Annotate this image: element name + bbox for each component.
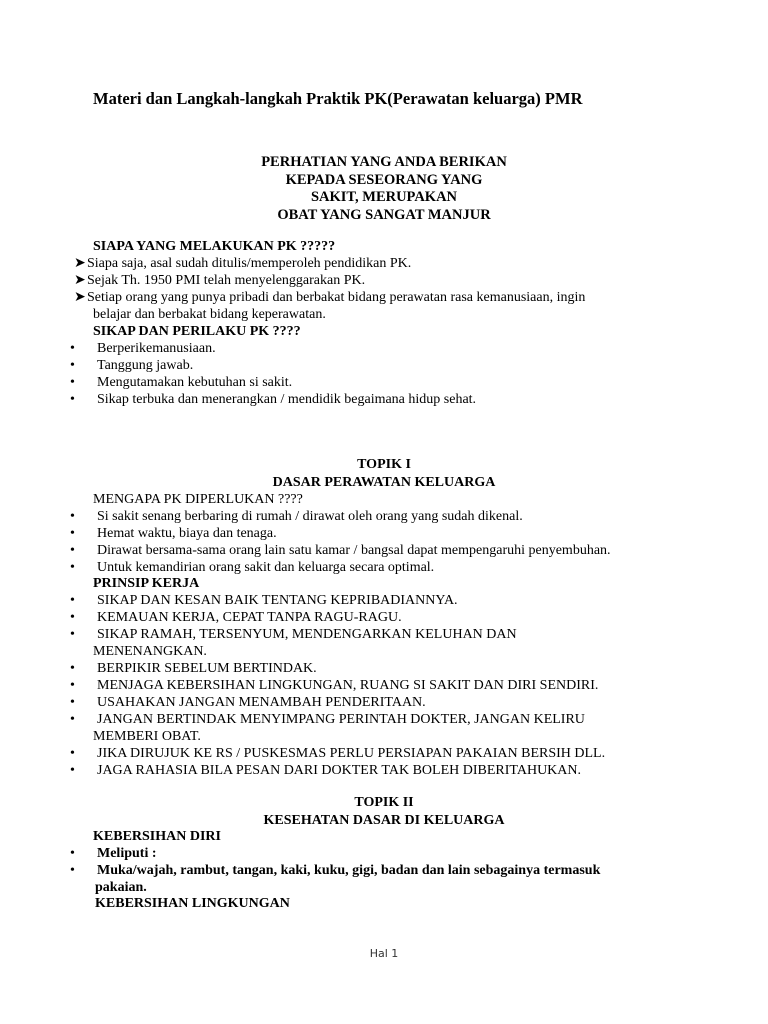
- section-heading-environment-hygiene: KEBERSIHAN LINGKUNGAN: [95, 896, 290, 911]
- topic1-header: [0, 456, 768, 491]
- list-item-continuation: MENENANGKAN.: [93, 644, 207, 659]
- bullet-icon: •: [70, 543, 75, 558]
- list-item-continuation: pakaian.: [95, 880, 147, 895]
- bullet-icon: •: [70, 509, 75, 524]
- quote-block: [0, 154, 768, 224]
- bullet-icon: •: [70, 526, 75, 541]
- bullet-icon: •: [70, 846, 75, 861]
- list-item: Siapa saja, asal sudah ditulis/memperoleh pendidikan PK.: [87, 256, 412, 271]
- list-item: JAGA RAHASIA BILA PESAN DARI DOKTER TAK BOLEH DIBERITAHUKAN.: [97, 763, 582, 778]
- list-item-continuation: belajar dan berbakat bidang keperawatan.: [93, 307, 326, 322]
- list-item: Sikap terbuka dan menerangkan / mendidik begaimana hidup sehat.: [97, 392, 477, 407]
- list-item: Tanggung jawab.: [97, 358, 194, 373]
- list-item: Muka/wajah, rambut, tangan, kaki, kuku, gigi, badan dan lain sebagainya termasuk: [97, 863, 601, 878]
- list-item: Sejak Th. 1950 PMI telah menyelenggarakan PK.: [87, 273, 366, 288]
- list-item: Dirawat bersama-sama orang lain satu kamar / bangsal dapat mempengaruhi penyembuhan.: [97, 543, 611, 558]
- arrow-bullet-icon: ➤: [74, 273, 86, 288]
- list-item: Berperikemanusiaan.: [97, 341, 216, 356]
- topic2-header: [0, 794, 768, 829]
- list-item: Mengutamakan kebutuhan si sakit.: [97, 375, 293, 390]
- arrow-bullet-icon: ➤: [74, 256, 86, 271]
- list-item: SIKAP RAMAH, TERSENYUM, MENDENGARKAN KELUHAN DAN: [97, 627, 517, 642]
- bullet-icon: •: [70, 712, 75, 727]
- topic-label: TOPIK I: [357, 457, 411, 472]
- bullet-icon: •: [70, 560, 75, 575]
- quote-line: KEPADA SESEORANG YANG: [285, 171, 483, 188]
- bullet-icon: •: [70, 695, 75, 710]
- list-item-continuation: MEMBERI OBAT.: [93, 729, 201, 744]
- bullet-icon: •: [70, 763, 75, 778]
- section-heading-who: SIAPA YANG MELAKUKAN PK ?????: [93, 239, 336, 254]
- section-heading-self-hygiene: KEBERSIHAN DIRI: [93, 829, 221, 844]
- list-item: KEMAUAN KERJA, CEPAT TANPA RAGU-RAGU.: [97, 610, 402, 625]
- bullet-icon: •: [70, 678, 75, 693]
- section-heading-attitude: SIKAP DAN PERILAKU PK ????: [93, 324, 301, 339]
- topic-title: DASAR PERAWATAN KELUARGA: [272, 474, 496, 490]
- quote-line: SAKIT, MERUPAKAN: [310, 189, 458, 205]
- bullet-icon: •: [70, 593, 75, 608]
- list-item: Meliputi :: [97, 846, 157, 861]
- section-heading-why: MENGAPA PK DIPERLUKAN ????: [93, 492, 303, 507]
- list-item: MENJAGA KEBERSIHAN LINGKUNGAN, RUANG SI SAKIT DAN DIRI SENDIRI.: [97, 678, 599, 693]
- list-item: Untuk kemandirian orang sakit dan keluarga secara optimal.: [97, 560, 435, 575]
- list-item: USAHAKAN JANGAN MENAMBAH PENDERITAAN.: [97, 695, 426, 710]
- document-title: Materi dan Langkah-langkah Praktik PK(Perawatan keluarga) PMR: [93, 89, 583, 108]
- bullet-icon: •: [70, 392, 75, 407]
- list-item: JIKA DIRUJUK KE RS / PUSKESMAS PERLU PERSIAPAN PAKAIAN BERSIH DLL.: [97, 746, 606, 761]
- quote-line: PERHATIAN YANG ANDA BERIKAN: [261, 154, 507, 170]
- list-item: Hemat waktu, biaya dan tenaga.: [97, 526, 277, 541]
- bullet-icon: •: [70, 661, 75, 676]
- bullet-icon: •: [70, 610, 75, 625]
- list-item: SIKAP DAN KESAN BAIK TENTANG KEPRIBADIANNYA.: [97, 593, 458, 608]
- list-item: BERPIKIR SEBELUM BERTINDAK.: [97, 661, 317, 676]
- topic-title: KESEHATAN DASAR DI KELUARGA: [263, 812, 505, 828]
- bullet-icon: •: [70, 863, 75, 878]
- page-number: Hal 1: [369, 947, 399, 960]
- bullet-icon: •: [70, 746, 75, 761]
- section-heading-principles: PRINSIP KERJA: [93, 576, 200, 591]
- bullet-icon: •: [70, 627, 75, 642]
- topic-label: TOPIK II: [354, 795, 414, 810]
- list-item: JANGAN BERTINDAK MENYIMPANG PERINTAH DOKTER, JANGAN KELIRU: [97, 712, 585, 727]
- list-item: Si sakit senang berbaring di rumah / dirawat oleh orang yang sudah dikenal.: [97, 509, 523, 524]
- list-item: Setiap orang yang punya pribadi dan berbakat bidang perawatan rasa kemanusiaan, ingin: [87, 290, 586, 305]
- arrow-bullet-icon: ➤: [74, 290, 86, 305]
- quote-line: OBAT YANG SANGAT MANJUR: [277, 206, 491, 223]
- bullet-icon: •: [70, 341, 75, 356]
- bullet-icon: •: [70, 375, 75, 390]
- bullet-icon: •: [70, 358, 75, 373]
